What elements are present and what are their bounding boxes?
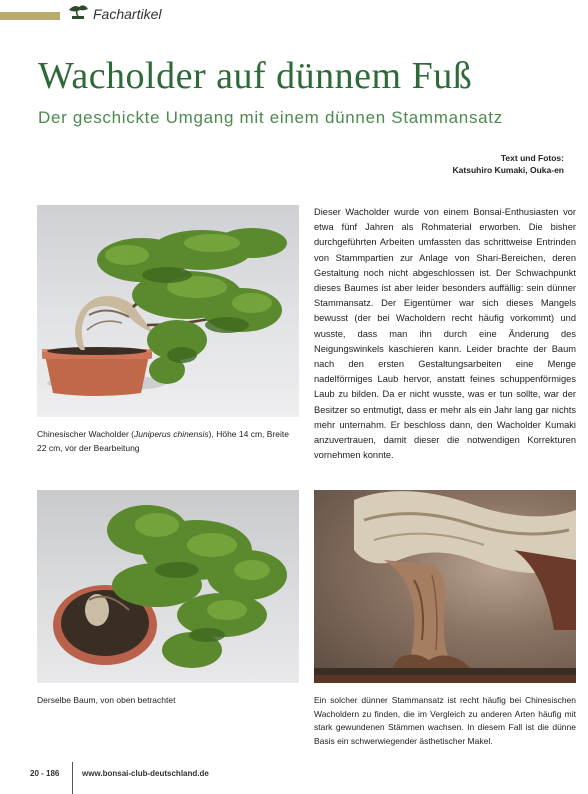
author-credit [453,152,564,176]
caption-photo-1 [37,428,299,455]
credit-label: Text und Fotos: [500,153,564,163]
caption-1-species: Juniperus chinensis [134,429,209,439]
section-label: Fachartikel [93,6,162,22]
footer-url: www.bonsai-club-deutschland.de [82,769,209,778]
caption-1-suffix: ), Höhe 14 cm, Breite 22 cm, vor der Bearbeitung [37,429,289,453]
page-number: 20 - 186 [30,769,60,778]
caption-photo-2: Derselbe Baum, von oben betrachtet [37,695,176,705]
header-accent-bar [0,12,60,20]
photo-juniper-top-view [37,490,299,683]
credit-author: Katsuhiro Kumaki, Ouka-en [452,165,564,175]
article-body: Dieser Wacholder wurde von einem Bonsai-Enthusiasten vor etwa fünf Jahren als Rohmaterial erworben. Die bisher durchgeführten Arbeiten umfassten das schrittweise Entrinden von Stammpartien zur Anlage von Shari-Bereichen, deren Gestaltung noch nicht abgeschlossen ist. Der Schwachpunkt dieses Baumes ist aber leider besonders auffällig: sein dünner Stammansatz. Der Eigentümer war sich dieses Mangels bewusst (der bei Wacholdern recht häufig vorkommt) und wusste, dass man ihn durch eine Änderung des Neigungswinkels kaschieren kann. Leider brachte der Baum nach den ersten Gestaltungsarbeiten eine Menge nadelförmiges Laub hervor, anstatt feines schuppenförmiges Laub zu bilden. Da er nicht wusste, was er tun sollte, war der Besitzer so entmutigt, dass er mehr als ein Jahr lang gar nichts mehr unternahm. Er beschloss dann, den Wacholder Kumaki anzuvertrauen, damit dieser die notwendigen Korrekturen vornehmen konnte. [314,207,576,461]
footer-divider [72,762,73,794]
article-subtitle: Der geschickte Umgang mit einem dünnen Stammansatz [38,108,503,127]
article-title: Wacholder auf dünnem Fuß [38,55,473,97]
photo-juniper-side-view [37,205,299,417]
photo-trunk-base-closeup [314,490,576,683]
caption-photo-3: Ein solcher dünner Stammansatz ist recht häufig bei Chinesischen Wacholdern zu finden, die im Vergleich zu anderen Arten häufig mit stark gewundenen Stämmen wachsen. In diesem Fall ist die dünne Basis ein schwerwiegender ästhetischer Makel. [314,695,576,746]
bonsai-tree-icon [66,2,90,22]
caption-1-prefix: Chinesischer Wacholder ( [37,429,134,439]
